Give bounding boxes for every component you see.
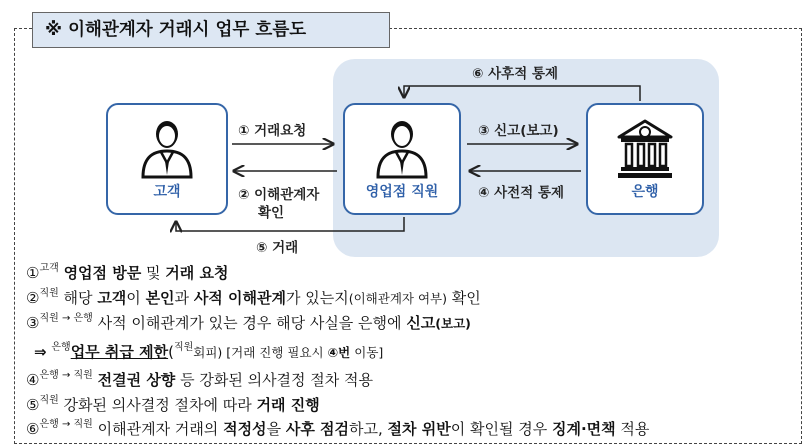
arrow-label-2b: 확인 — [258, 205, 285, 221]
step-actor: 직원 — [39, 288, 59, 299]
step-text: 징계·면책 — [551, 420, 616, 438]
step-line — [26, 262, 228, 287]
step-number: ④ — [26, 371, 40, 389]
step-line — [26, 287, 481, 312]
step-text: 적용 — [615, 420, 650, 438]
step-text: 등 강화된 의사결정 절차 적용 — [175, 371, 374, 389]
step-number: ③ — [26, 314, 40, 332]
step-text: 가 있는지 — [285, 289, 349, 307]
step-number: ⑥ — [26, 420, 40, 438]
step-text: 회피) — [193, 345, 223, 360]
arrow-label-5: ⑤ 거래 — [256, 240, 299, 256]
step-line — [26, 394, 320, 419]
step-actor: 직원 → 은행 — [39, 313, 93, 324]
step-text: 전결권 상향 — [97, 371, 176, 389]
step-actor: 고객 — [39, 263, 59, 274]
arrow-postcontrol — [404, 86, 640, 101]
arrow-transaction — [176, 217, 404, 231]
step-text: 거래 요청 — [165, 264, 229, 282]
title: ※ 이해관계자 거래시 업무 흐름도 — [32, 12, 390, 48]
step-text: 업무 취급 제한 — [70, 343, 169, 361]
step-text: 신고 — [406, 314, 436, 332]
step-text: 절차 위반 — [387, 420, 451, 438]
step-text: 하고, — [349, 420, 388, 438]
step-text: 이해관계자 거래의 — [92, 420, 224, 438]
step-number: ① — [26, 264, 40, 282]
step-text: 사적 이해관계 — [193, 289, 286, 307]
step-line — [26, 312, 471, 337]
step-text: 고객 — [97, 289, 127, 307]
step-number: ② — [26, 289, 40, 307]
step-text: (이해관계자 여부) — [348, 291, 447, 306]
step-text: 및 — [141, 264, 166, 282]
step-text: 사적 이해관계가 있는 경우 해당 사실을 은행에 — [92, 314, 407, 332]
arrow-label-3: ③ 신고(보고) — [478, 123, 559, 139]
step-text: (보고) — [435, 316, 471, 331]
arrow-label-4: ④ 사전적 통제 — [478, 185, 565, 201]
step-text: 과 — [174, 289, 194, 307]
step-text: 사후 점검 — [285, 420, 350, 438]
step-text: 영업점 방문 — [63, 264, 142, 282]
arrow-label-6: ⑥ 사후적 통제 — [472, 66, 559, 82]
step-text: 이동] — [350, 345, 384, 360]
step-text: 적정성 — [223, 420, 267, 438]
step-actor: 은행 — [51, 342, 71, 353]
step-line — [34, 341, 383, 366]
step-text: 해당 — [58, 289, 98, 307]
step-number: ⇒ — [34, 343, 47, 361]
step-text: 직원 — [173, 342, 194, 353]
step-actor: 은행 → 직원 — [39, 419, 93, 430]
arrow-label-2: ② 이해관계자 — [238, 187, 320, 203]
arrow-label-1: ① 거래요청 — [238, 123, 307, 139]
step-text: 이 확인될 경우 — [450, 420, 552, 438]
step-text: 을 — [266, 420, 286, 438]
step-text: 이 — [126, 289, 146, 307]
step-text: 거래 진행 — [256, 396, 320, 414]
step-text: 확인 — [446, 289, 481, 307]
step-text: [거래 진행 필요시 — [222, 345, 328, 360]
step-text: ④번 — [327, 345, 351, 360]
node-customer-label: 고객 — [153, 184, 181, 200]
step-number: ⑤ — [26, 396, 40, 414]
step-text: 본인 — [145, 289, 175, 307]
step-line — [26, 369, 373, 394]
node-bank-label: 은행 — [631, 184, 659, 200]
step-actor: 은행 → 직원 — [39, 370, 93, 381]
step-actor: 직원 — [39, 395, 59, 406]
step-line — [26, 418, 649, 443]
node-staff-label: 영업점 직원 — [365, 184, 439, 200]
step-text: 강화된 의사결정 절차에 따라 — [58, 396, 257, 414]
step-text: ( — [168, 343, 174, 361]
